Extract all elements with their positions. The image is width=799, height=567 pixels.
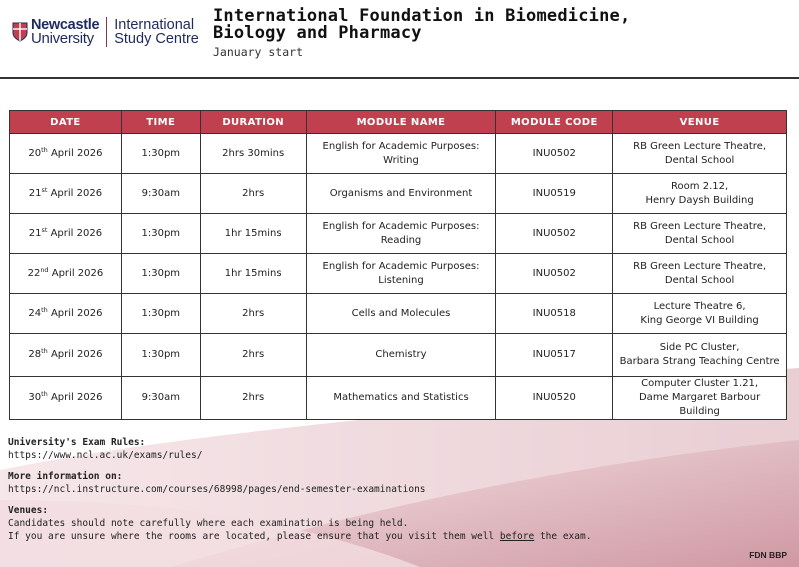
module-code-cell: INU0517 [496, 334, 613, 377]
title-line1: International Foundation in Biomedicine, [213, 6, 631, 26]
module-name-cell: Chemistry [306, 334, 496, 377]
programme-code-tag: FDN BBP [749, 550, 787, 560]
logo-line2: University [31, 30, 94, 47]
table-row [10, 134, 787, 174]
col-header-time: TIME [121, 111, 200, 134]
venue-cell: Computer Cluster 1.21, Dame Margaret Barbour Building [613, 377, 787, 420]
venue-cell: Room 2.12, Henry Daysh Building [613, 174, 787, 214]
col-header-date: DATE [10, 111, 122, 134]
module-name-cell: English for Academic Purposes: Writing [306, 134, 496, 174]
module-name-cell: English for Academic Purposes: Reading [306, 214, 496, 254]
venue-cell: RB Green Lecture Theatre, Dental School [613, 254, 787, 294]
module-name-cell: Mathematics and Statistics [306, 377, 496, 420]
duration-cell: 1hr 15mins [200, 214, 306, 254]
module-code-cell: INU0502 [496, 134, 613, 174]
duration-cell: 2hrs [200, 294, 306, 334]
more-info-heading: More information on: [8, 471, 123, 482]
module-name-cell: English for Academic Purposes: Listening [306, 254, 496, 294]
date-cell: 28th April 2026 [10, 334, 122, 377]
more-info-link[interactable]: https://ncl.instructure.com/courses/68998/pages/end-semester-examinations [8, 484, 426, 495]
table-header-row [10, 111, 787, 134]
logo-line1: Newcastle [31, 17, 100, 33]
footer-notes [8, 436, 591, 551]
col-header-module-code: MODULE CODE [496, 111, 613, 134]
module-name-cell: Cells and Molecules [306, 294, 496, 334]
table-row [10, 334, 787, 377]
time-cell: 1:30pm [121, 214, 200, 254]
time-cell: 9:30am [121, 377, 200, 420]
duration-cell: 2hrs [200, 174, 306, 214]
table-row [10, 377, 787, 420]
exam-rules-heading: University's Exam Rules: [8, 437, 146, 448]
logo-divider [106, 17, 107, 47]
module-code-cell: INU0520 [496, 377, 613, 420]
venue-cell: RB Green Lecture Theatre, Dental School [613, 214, 787, 254]
table-row [10, 294, 787, 334]
time-cell: 1:30pm [121, 134, 200, 174]
duration-cell: 2hrs 30mins [200, 134, 306, 174]
date-cell: 30th April 2026 [10, 377, 122, 420]
time-cell: 1:30pm [121, 294, 200, 334]
col-header-module-name: MODULE NAME [306, 111, 496, 134]
page-header [0, 0, 799, 78]
venue-cell: Lecture Theatre 6, King George VI Building [613, 294, 787, 334]
date-cell: 20th April 2026 [10, 134, 122, 174]
subtitle: January start [213, 45, 304, 59]
isc-line2: Study Centre [114, 31, 199, 47]
venues-note-2: If you are unsure where the rooms are located, please ensure that you visit them well before the exam. [8, 531, 592, 542]
table-row [10, 254, 787, 294]
date-cell: 22nd April 2026 [10, 254, 122, 294]
university-logo [12, 17, 199, 47]
exam-timetable [9, 110, 787, 420]
date-cell: 24th April 2026 [10, 294, 122, 334]
venues-note-1: Candidates should note carefully where each examination is being held. [8, 518, 409, 529]
venues-heading: Venues: [8, 505, 49, 516]
duration-cell: 2hrs [200, 377, 306, 420]
crest-icon [12, 22, 28, 42]
col-header-venue: VENUE [613, 111, 787, 134]
module-code-cell: INU0519 [496, 174, 613, 214]
table-row [10, 214, 787, 254]
module-code-cell: INU0502 [496, 254, 613, 294]
venue-cell: Side PC Cluster, Barbara Strang Teaching Centre [613, 334, 787, 377]
isc-line1: International [114, 17, 195, 33]
table-row [10, 174, 787, 214]
time-cell: 1:30pm [121, 254, 200, 294]
time-cell: 1:30pm [121, 334, 200, 377]
exam-rules-link[interactable]: https://www.ncl.ac.uk/exams/rules/ [8, 450, 203, 461]
duration-cell: 1hr 15mins [200, 254, 306, 294]
duration-cell: 2hrs [200, 334, 306, 377]
title-line2: Biology and Pharmacy [213, 23, 422, 43]
date-cell: 21st April 2026 [10, 174, 122, 214]
time-cell: 9:30am [121, 174, 200, 214]
venue-cell: RB Green Lecture Theatre, Dental School [613, 134, 787, 174]
col-header-duration: DURATION [200, 111, 306, 134]
module-code-cell: INU0518 [496, 294, 613, 334]
date-cell: 21st April 2026 [10, 214, 122, 254]
module-code-cell: INU0502 [496, 214, 613, 254]
module-name-cell: Organisms and Environment [306, 174, 496, 214]
page-title [213, 8, 630, 59]
